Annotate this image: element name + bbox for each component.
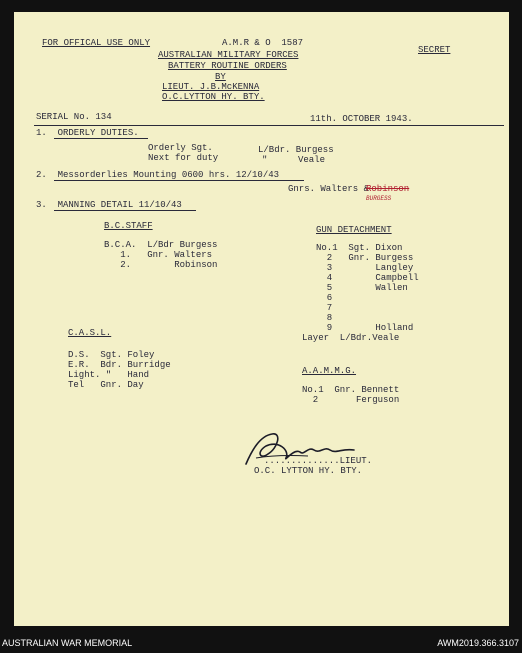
manning-detail-heading: 3. MANNING DETAIL 11/10/43 <box>36 200 182 210</box>
header-line-5: O.C.LYTTON HY. BTY. <box>162 92 265 102</box>
struck-name: Robinson <box>366 184 410 194</box>
gun-row: 7 <box>316 303 333 313</box>
casl-row: Light. " Hand <box>68 370 150 380</box>
gun-row: 8 <box>316 313 333 323</box>
casl-row: Tel Gnr. Day <box>68 380 144 390</box>
casl-row: E.R. Bdr. Burridge <box>68 360 171 370</box>
bc-staff-row: 1. Gnr. Walters <box>104 250 213 260</box>
serial-number: SERIAL No. 134 <box>36 112 112 122</box>
serial-rule <box>34 125 504 126</box>
aammg-row: 2 Ferguson <box>302 395 400 405</box>
gun-row: 9 Holland <box>316 323 414 333</box>
gun-row: 3 Langley <box>316 263 414 273</box>
mess-orderlies-heading: 2. Messorderlies Mounting 0600 hrs. 12/10/43 <box>36 170 280 180</box>
orderly-sgt-name: L/Bdr. Burgess <box>258 145 334 155</box>
orderly-heading-underline <box>54 138 148 139</box>
next-duty-name: Veale <box>298 155 326 165</box>
header-line-3: BY <box>215 72 226 82</box>
orderly-sgt-role: Orderly Sgt. <box>148 143 213 153</box>
aammg-title: A.A.M.M.G. <box>302 366 357 376</box>
document-page <box>14 12 509 626</box>
casl-title: C.A.S.L. <box>68 328 112 338</box>
reference-number: A.M.R & O 1587 <box>222 38 304 48</box>
mess-heading-underline <box>54 180 304 181</box>
bc-staff-title: B.C.STAFF <box>104 221 153 231</box>
gun-row: 6 <box>316 293 333 303</box>
header-line-1: AUSTRALIAN MILITARY FORCES <box>158 50 299 60</box>
restriction-marking: FOR OFFICAL USE ONLY <box>42 38 151 48</box>
order-date: 11th. OCTOBER 1943. <box>310 114 413 124</box>
gun-row: 2 Gnr. Burgess <box>316 253 414 263</box>
bc-staff-row: B.C.A. L/Bdr Burgess <box>104 240 218 250</box>
signature-rank: ..............LIEUT. <box>264 456 373 466</box>
gun-row: 4 Campbell <box>316 273 419 283</box>
signature-unit: O.C. LYTTON HY. BTY. <box>254 466 363 476</box>
header-line-2: BATTERY ROUTINE ORDERS <box>168 61 287 71</box>
gun-detachment-title: GUN DETACHMENT <box>316 225 392 235</box>
bc-staff-row: 2. Robinson <box>104 260 218 270</box>
casl-row: D.S. Sgt. Foley <box>68 350 155 360</box>
orderly-duties-heading: 1. ORDERLY DUTIES. <box>36 128 139 138</box>
next-duty-role: Next for duty <box>148 153 219 163</box>
gun-row: 5 Wallen <box>316 283 408 293</box>
classification-marking: SECRET <box>418 45 451 55</box>
archive-credit: AUSTRALIAN WAR MEMORIAL <box>2 638 133 648</box>
aammg-row: No.1 Gnr. Bennett <box>302 385 400 395</box>
ditto-mark: " <box>262 155 268 165</box>
manning-heading-underline <box>54 210 196 211</box>
header-line-4: LIEUT. J.B.McKENNA <box>162 82 260 92</box>
mess-orderly-names: Gnrs. Walters & <box>288 184 370 194</box>
gun-row: Layer L/Bdr.Veale <box>302 333 400 343</box>
handwritten-correction: BURGESS <box>366 195 392 202</box>
archive-reference: AWM2019.366.3107 <box>437 638 519 648</box>
gun-row: No.1 Sgt. Dixon <box>316 243 403 253</box>
